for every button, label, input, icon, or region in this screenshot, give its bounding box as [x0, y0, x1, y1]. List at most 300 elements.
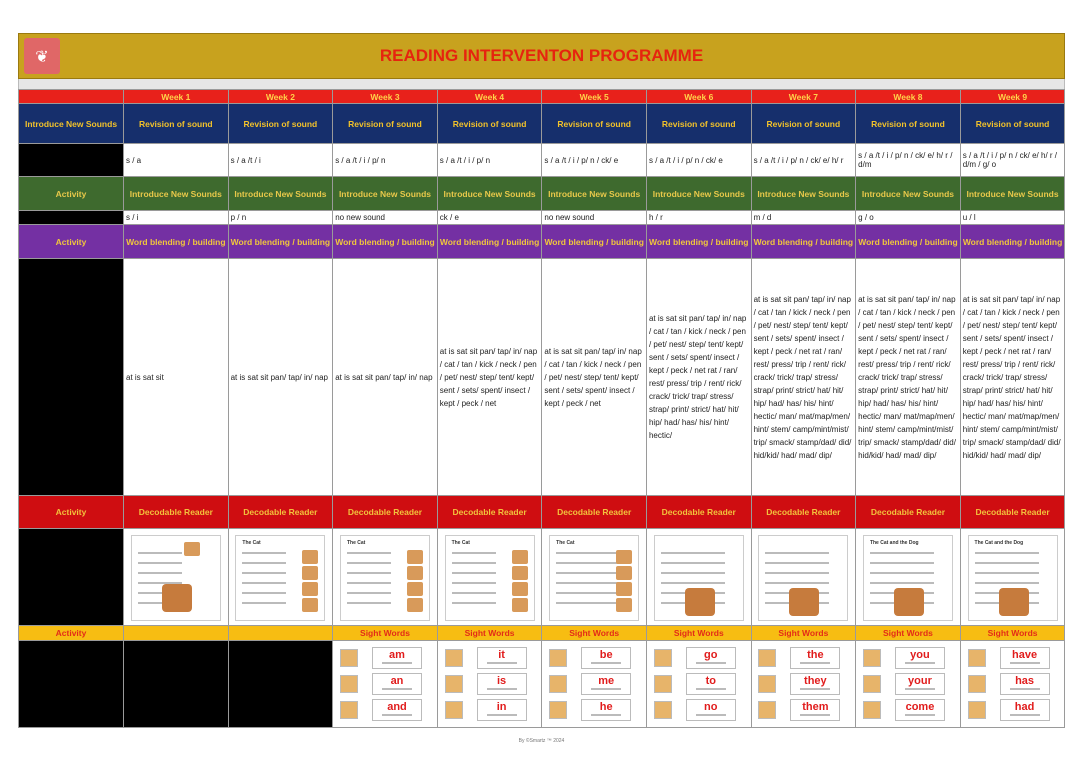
sight-word-sentence: [800, 688, 830, 690]
cat-picture-icon: [616, 550, 632, 564]
blending-heading: Word blending / building: [646, 225, 751, 259]
cat-dog-picture-icon: [685, 588, 715, 616]
sight-word-picture-icon: [549, 649, 567, 667]
sight-heading: Sight Words: [856, 626, 961, 641]
reader-text-line: [870, 552, 934, 554]
new-sounds-cell: no new sound: [542, 211, 647, 225]
sight-word-text: have: [1012, 649, 1038, 661]
sight-word-picture-icon: [445, 675, 463, 693]
reader-pages-row: [19, 529, 1065, 626]
cat-picture-icon: [302, 582, 318, 596]
reader-page-cell: [751, 529, 856, 626]
sight-words-cell: [542, 641, 647, 728]
intro-cell: Revision of sound: [542, 104, 647, 144]
new-sounds-label: [19, 211, 124, 225]
sight-word-sentence: [1010, 714, 1040, 716]
new-sounds-heading: Introduce New Sounds: [333, 177, 438, 211]
reader-text-line: [975, 572, 1039, 574]
sight-word-sentence: [800, 714, 830, 716]
cat-picture-icon: [512, 598, 528, 612]
spacer-row: [18, 79, 1065, 89]
reader-text-line: [975, 552, 1039, 554]
intro-row: [19, 104, 1065, 144]
sight-heading: Sight Words: [960, 626, 1065, 641]
sight-word: [581, 673, 631, 695]
sight-word: [581, 647, 631, 669]
new-sounds-heading: Introduce New Sounds: [646, 177, 751, 211]
intro-cell: Revision of sound: [124, 104, 229, 144]
reader-text-line: [870, 562, 934, 564]
sight-word: [1000, 699, 1050, 721]
new-sounds-heading: Introduce New Sounds: [437, 177, 542, 211]
sight-word-text: the: [807, 649, 824, 661]
sight-word-picture-icon: [863, 649, 881, 667]
word-list: at is sat sit pan/ tap/ in/ nap / cat / tan / kick / neck / pen / pet/ nest/ step/ tent/ kept/ sent / sets/ spent/ insect / kept / peck / net rat / ran/ rest/ press/ trip / rent/ rick/ crack/ trick/ trap/ stress/ strap/ print/ strict/ hat/ hit/ hip/ had/ has/ his/ hint/ hectic/ man/ mat/map/men/ hint/ stem/ camp/mint/mist/ trip/ smack/ stamp/dad/ did/ hid/kid/ had/ mad/ dip/: [858, 294, 956, 460]
word-list: at is sat sit: [126, 372, 164, 382]
blending-heading: Word blending / building: [960, 225, 1065, 259]
reader-text-line: [975, 582, 1039, 584]
sight-word-sentence: [591, 662, 621, 664]
title-bar: [18, 33, 1065, 79]
sounds-cell: s / a /t / i / p/ n / ck/ e: [646, 144, 751, 177]
sight-word-sentence: [1010, 688, 1040, 690]
word-list: at is sat sit pan/ tap/ in/ nap / cat / tan / kick / neck / pen / pet/ nest/ step/ tent/ kept/ sent / sets/ spent/ insect / kept / peck / net rat / ran/ rest/ press/ trip / rent/ rick/ crack/ trick/ trap/ stress/ strap/ print/ strict/ hat/ hit/ hip/ had/ has/ his/ hint/ hectic/ man/ mat/map/men/ hint/ stem/ camp/mint/mist/ trip/ smack/ stamp/dad/ did/ hid/kid/ had/ mad/ dip/: [962, 294, 1061, 460]
sight-word-sentence: [382, 688, 412, 690]
reader-text-line: [556, 562, 620, 564]
sight-word: [372, 699, 422, 721]
blending-heading: Word blending / building: [124, 225, 229, 259]
reader-text-line: [765, 572, 829, 574]
activity-label: Activity: [19, 177, 124, 211]
sight-word-text: no: [704, 701, 718, 713]
sounds-cell: s / a /t / i / p/ n / ck/ e: [542, 144, 647, 177]
sight-word: [477, 699, 527, 721]
new-sounds-heading: Introduce New Sounds: [751, 177, 856, 211]
blending-words-cell: [960, 259, 1065, 496]
reader-text-line: [452, 552, 496, 554]
week-2-header: Week 2: [228, 90, 333, 104]
sight-word-picture-icon: [758, 701, 776, 719]
cat-picture-icon: [184, 542, 200, 556]
reader-page-thumbnail: [445, 535, 535, 621]
reader-text-line: [242, 582, 286, 584]
sight-word-picture-icon: [340, 675, 358, 693]
cat-picture-icon: [302, 566, 318, 580]
sight-word-text: am: [389, 649, 405, 661]
sight-heading: [124, 626, 229, 641]
word-list: at is sat sit pan/ tap/ in/ nap / cat / tan / kick / neck / pen / pet/ nest/ step/ tent/ kept/ sent / sets/ spent/ insect / kept / peck / net: [544, 346, 642, 408]
reader-page-cell: [960, 529, 1065, 626]
sight-word: [790, 699, 840, 721]
sight-word-text: they: [804, 675, 827, 687]
sight-word-sentence: [905, 688, 935, 690]
reader-text-line: [452, 602, 496, 604]
cat-picture-icon: [512, 566, 528, 580]
word-list: at is sat sit pan/ tap/ in/ nap / cat / tan / kick / neck / pen / pet/ nest/ step/ tent/ kept/ sent / sets/ spent/ insect / kept / peck / net rat / ran/ rest/ press/ trip / rent/ rick/ crack/ trick/ trap/ stress/ strap/ print/ strict/ hat/ hit/ hip/ had/ has/ his/ hint/ hectic/ man/ mat/map/men/ hint/ stem/ camp/mint/mist/ trip/ smack/ stamp/dad/ did/ hid/kid/ had/ mad/ dip/: [753, 294, 852, 460]
activity-sight-row: [19, 626, 1065, 641]
reader-text-line: [661, 572, 725, 574]
sight-words-cell: [960, 641, 1065, 728]
reader-page-cell: [333, 529, 438, 626]
reader-title: The Cat: [242, 540, 261, 546]
sight-word-text: you: [910, 649, 930, 661]
reader-page-cell: [542, 529, 647, 626]
activity-label: Activity: [19, 225, 124, 259]
blending-words-cell: [124, 259, 229, 496]
intro-cell: Revision of sound: [960, 104, 1065, 144]
sight-words-cell: [751, 641, 856, 728]
sight-word-text: an: [390, 675, 404, 687]
reading-book-icon: ❦: [35, 46, 49, 66]
reader-heading: Decodable Reader: [542, 496, 647, 529]
sight-heading: Sight Words: [751, 626, 856, 641]
blending-words-cell: [333, 259, 438, 496]
reader-text-line: [556, 572, 620, 574]
activity-label: Activity: [19, 496, 124, 529]
intro-cell: Revision of sound: [333, 104, 438, 144]
reader-page-thumbnail: [863, 535, 953, 621]
reader-text-line: [242, 592, 286, 594]
reader-heading: Decodable Reader: [960, 496, 1065, 529]
cat-dog-picture-icon: [999, 588, 1029, 616]
reader-text-line: [556, 552, 620, 554]
reader-text-line: [661, 582, 725, 584]
word-list: at is sat sit pan/ tap/ in/ nap: [335, 372, 433, 382]
sight-word-picture-icon: [654, 675, 672, 693]
sight-word: [581, 699, 631, 721]
reader-pages-label: [19, 529, 124, 626]
reader-text-line: [452, 582, 496, 584]
sight-word: [686, 673, 736, 695]
sight-word: [895, 673, 945, 695]
reader-page-cell: [228, 529, 333, 626]
week-7-header: Week 7: [751, 90, 856, 104]
sounds-cell: s / a /t / i / p/ n / ck/ e/ h/ r / d/m: [856, 144, 961, 177]
sight-word-sentence: [696, 662, 726, 664]
cat-picture-icon: [302, 550, 318, 564]
sight-word-text: me: [598, 675, 615, 687]
sight-word-picture-icon: [445, 649, 463, 667]
reader-text-line: [765, 552, 829, 554]
blending-words-row: [19, 259, 1065, 496]
sight-word-picture-icon: [968, 649, 986, 667]
sight-word-text: and: [387, 701, 407, 713]
sight-word-picture-icon: [549, 701, 567, 719]
reader-text-line: [452, 592, 496, 594]
cat-dog-picture-icon: [789, 588, 819, 616]
sight-word-text: be: [599, 649, 613, 661]
word-list: at is sat sit pan/ tap/ in/ nap / cat / tan / kick / neck / pen / pet/ nest/ step/ tent/ kept/ sent / sets/ spent/ insect / kept / peck / net: [439, 346, 538, 408]
reader-page-cell: [437, 529, 542, 626]
reader-text-line: [347, 562, 391, 564]
reader-title: The Cat and the Dog: [974, 540, 1024, 546]
cat-picture-icon: [616, 598, 632, 612]
reader-text-line: [138, 562, 182, 564]
sight-word-sentence: [696, 688, 726, 690]
reader-text-line: [452, 562, 496, 564]
sight-heading: [228, 626, 333, 641]
sight-word: [477, 673, 527, 695]
intro-cell: Revision of sound: [856, 104, 961, 144]
new-sounds-heading: Introduce New Sounds: [960, 177, 1065, 211]
reader-heading: Decodable Reader: [856, 496, 961, 529]
sight-word-picture-icon: [758, 675, 776, 693]
sight-word-card: [652, 645, 746, 723]
sight-word-text: to: [705, 675, 716, 687]
sight-word-text: go: [704, 649, 718, 661]
sight-word-sentence: [905, 714, 935, 716]
cat-picture-icon: [407, 550, 423, 564]
activity-label: Activity: [19, 626, 124, 641]
reader-heading: Decodable Reader: [646, 496, 751, 529]
reader-title: The Cat and the Dog: [869, 540, 919, 546]
intro-cell: Revision of sound: [646, 104, 751, 144]
week-9-header: Week 9: [960, 90, 1065, 104]
sight-heading: Sight Words: [646, 626, 751, 641]
cat-dog-picture-icon: [894, 588, 924, 616]
new-sounds-cell: h / r: [646, 211, 751, 225]
reader-text-line: [242, 602, 286, 604]
new-sounds-cell: no new sound: [333, 211, 438, 225]
sight-heading: Sight Words: [437, 626, 542, 641]
cat-picture-icon: [407, 582, 423, 596]
page-title: READING INTERVENTON PROGRAMME: [379, 46, 704, 65]
week-3-header: Week 3: [333, 90, 438, 104]
cat-picture-icon: [512, 582, 528, 596]
reader-text-line: [765, 582, 829, 584]
sight-word-sentence: [1010, 662, 1040, 664]
sight-heading: Sight Words: [542, 626, 647, 641]
sight-words-cell: [646, 641, 751, 728]
sight-words-cell: [333, 641, 438, 728]
blending-heading: Word blending / building: [542, 225, 647, 259]
sight-word-picture-icon: [968, 675, 986, 693]
reader-page-thumbnail: [758, 535, 848, 621]
sight-word-picture-icon: [549, 675, 567, 693]
blending-words-cell: [437, 259, 542, 496]
activity-reader-row: [19, 496, 1065, 529]
reader-page-cell: [124, 529, 229, 626]
sight-word-picture-icon: [340, 649, 358, 667]
sight-word: [895, 647, 945, 669]
week-header-label: [19, 90, 124, 104]
new-sounds-cell: m / d: [751, 211, 856, 225]
sight-word-picture-icon: [654, 649, 672, 667]
sight-word-text: had: [1014, 701, 1035, 713]
blending-heading: Word blending / building: [751, 225, 856, 259]
sight-word-picture-icon: [340, 701, 358, 719]
reader-page-thumbnail: [968, 535, 1058, 621]
new-sounds-cell: g / o: [856, 211, 961, 225]
reader-text-line: [661, 562, 725, 564]
reader-text-line: [661, 552, 725, 554]
activity-blending-row: [19, 225, 1065, 259]
reader-text-line: [870, 582, 934, 584]
cat-picture-icon: [407, 598, 423, 612]
programme-table: [18, 89, 1065, 728]
sight-word-text: your: [908, 675, 932, 687]
sight-word-sentence: [382, 662, 412, 664]
sight-word: [895, 699, 945, 721]
sounds-cell: s / a /t / i / p/ n / ck/ e/ h/ r: [751, 144, 856, 177]
reader-text-line: [242, 572, 286, 574]
blending-words-label: [19, 259, 124, 496]
sight-word-sentence: [487, 688, 517, 690]
reader-heading: Decodable Reader: [437, 496, 542, 529]
sight-word-card: [443, 645, 537, 723]
reader-page-thumbnail: [549, 535, 639, 621]
reader-text-line: [138, 552, 182, 554]
reader-text-line: [556, 592, 620, 594]
reader-text-line: [138, 572, 182, 574]
blending-words-cell: [856, 259, 961, 496]
sounds-cell: s / a /t / i / p/ n / ck/ e/ h/ r / d/m / g/ o: [960, 144, 1065, 177]
sight-words-row: [19, 641, 1065, 728]
reader-text-line: [870, 572, 934, 574]
new-sounds-cell: p / n: [228, 211, 333, 225]
blending-words-cell: [228, 259, 333, 496]
blending-words-cell: [646, 259, 751, 496]
programme-sheet: [18, 33, 1065, 728]
week-8-header: Week 8: [856, 90, 961, 104]
blending-words-cell: [751, 259, 856, 496]
sight-word-card: [756, 645, 850, 723]
reader-title: The Cat: [346, 540, 366, 546]
reader-text-line: [452, 572, 496, 574]
intro-label: Introduce New Sounds: [19, 104, 124, 144]
cat-picture-icon: [616, 566, 632, 580]
reader-text-line: [556, 602, 620, 604]
reader-page-cell: [646, 529, 751, 626]
sounds-cell: s / a /t / i / p/ n: [333, 144, 438, 177]
reader-text-line: [556, 582, 620, 584]
sight-word: [686, 699, 736, 721]
blending-words-cell: [542, 259, 647, 496]
sight-word: [686, 647, 736, 669]
blending-heading: Word blending / building: [437, 225, 542, 259]
intro-cell: Revision of sound: [751, 104, 856, 144]
reader-title: The Cat: [556, 540, 575, 546]
sight-word-text: in: [496, 701, 507, 713]
sight-words-cell: [124, 641, 229, 728]
sight-word-card: [338, 645, 432, 723]
blending-heading: Word blending / building: [228, 225, 333, 259]
sight-word-text: is: [496, 675, 507, 687]
reader-heading: Decodable Reader: [751, 496, 856, 529]
sight-word: [790, 673, 840, 695]
sounds-row: [19, 144, 1065, 177]
sight-word-picture-icon: [445, 701, 463, 719]
reader-heading: Decodable Reader: [228, 496, 333, 529]
sight-word-picture-icon: [968, 701, 986, 719]
new-sounds-heading: Introduce New Sounds: [124, 177, 229, 211]
reader-page-thumbnail: [235, 535, 325, 621]
new-sounds-cell: u / l: [960, 211, 1065, 225]
reader-text-line: [347, 592, 391, 594]
week-4-header: Week 4: [437, 90, 542, 104]
sight-word: [372, 673, 422, 695]
reader-page-cell: [856, 529, 961, 626]
sight-word: [477, 647, 527, 669]
sounds-label: [19, 144, 124, 177]
word-list: at is sat sit pan/ tap/ in/ nap / cat / tan / kick / neck / pen / pet/ nest/ step/ tent/ kept/ sent / sets/ spent/ insect / kept / peck / net rat / ran/ rest/ press/ trip / rent/ rick/ crack/ trick/ trap/ stress/ strap/ print/ strict/ hat/ hit/ hip/ had/ has/ his/ hint/ hectic/: [648, 314, 747, 440]
reader-page-thumbnail: [654, 535, 744, 621]
sight-word-text: he: [599, 701, 613, 713]
cat-picture-icon: [162, 584, 192, 612]
sight-word-card: [547, 645, 641, 723]
cat-picture-icon: [302, 598, 318, 612]
sight-word: [372, 647, 422, 669]
reader-heading: Decodable Reader: [124, 496, 229, 529]
new-sounds-row: [19, 211, 1065, 225]
reader-text-line: [347, 582, 391, 584]
sight-word-sentence: [591, 688, 621, 690]
sight-word-picture-icon: [654, 701, 672, 719]
sight-word-picture-icon: [863, 701, 881, 719]
new-sounds-cell: ck / e: [437, 211, 542, 225]
sight-word-sentence: [696, 714, 726, 716]
cat-picture-icon: [407, 566, 423, 580]
new-sounds-cell: s / i: [124, 211, 229, 225]
sight-words-label: [19, 641, 124, 728]
sight-word: [790, 647, 840, 669]
week-header-row: [19, 90, 1065, 104]
reader-page-thumbnail: [340, 535, 430, 621]
sight-word-picture-icon: [863, 675, 881, 693]
sight-words-cell: [437, 641, 542, 728]
sight-word-text: has: [1015, 675, 1035, 687]
reader-text-line: [347, 552, 391, 554]
new-sounds-heading: Introduce New Sounds: [228, 177, 333, 211]
sight-word-sentence: [487, 714, 517, 716]
sight-word: [1000, 673, 1050, 695]
blending-heading: Word blending / building: [333, 225, 438, 259]
sight-word-sentence: [591, 714, 621, 716]
cat-picture-icon: [616, 582, 632, 596]
new-sounds-heading: Introduce New Sounds: [542, 177, 647, 211]
reader-heading: Decodable Reader: [333, 496, 438, 529]
sight-word-card: [861, 645, 955, 723]
sight-word-sentence: [487, 662, 517, 664]
sight-word-card: [966, 645, 1060, 723]
sight-heading: Sight Words: [333, 626, 438, 641]
sight-word: [1000, 647, 1050, 669]
reader-page-thumbnail: [131, 535, 221, 621]
sight-word-sentence: [800, 662, 830, 664]
sight-word-text: it: [498, 649, 505, 661]
week-1-header: Week 1: [124, 90, 229, 104]
week-5-header: Week 5: [542, 90, 647, 104]
reader-text-line: [347, 572, 391, 574]
sounds-cell: s / a /t / i: [228, 144, 333, 177]
intro-cell: Revision of sound: [437, 104, 542, 144]
sight-words-cell: [856, 641, 961, 728]
reader-title: The Cat: [451, 540, 470, 546]
reader-text-line: [242, 552, 286, 554]
intro-cell: Revision of sound: [228, 104, 333, 144]
reader-text-line: [975, 562, 1039, 564]
sight-words-cell: [228, 641, 333, 728]
sounds-cell: s / a: [124, 144, 229, 177]
footer-credit: By ©Smartz ™ 2024: [518, 738, 565, 744]
word-list: at is sat sit pan/ tap/ in/ nap: [230, 372, 328, 382]
reader-text-line: [242, 562, 286, 564]
cat-picture-icon: [512, 550, 528, 564]
sight-word-text: come: [905, 701, 935, 713]
reader-text-line: [765, 562, 829, 564]
blending-heading: Word blending / building: [856, 225, 961, 259]
reader-text-line: [347, 602, 391, 604]
